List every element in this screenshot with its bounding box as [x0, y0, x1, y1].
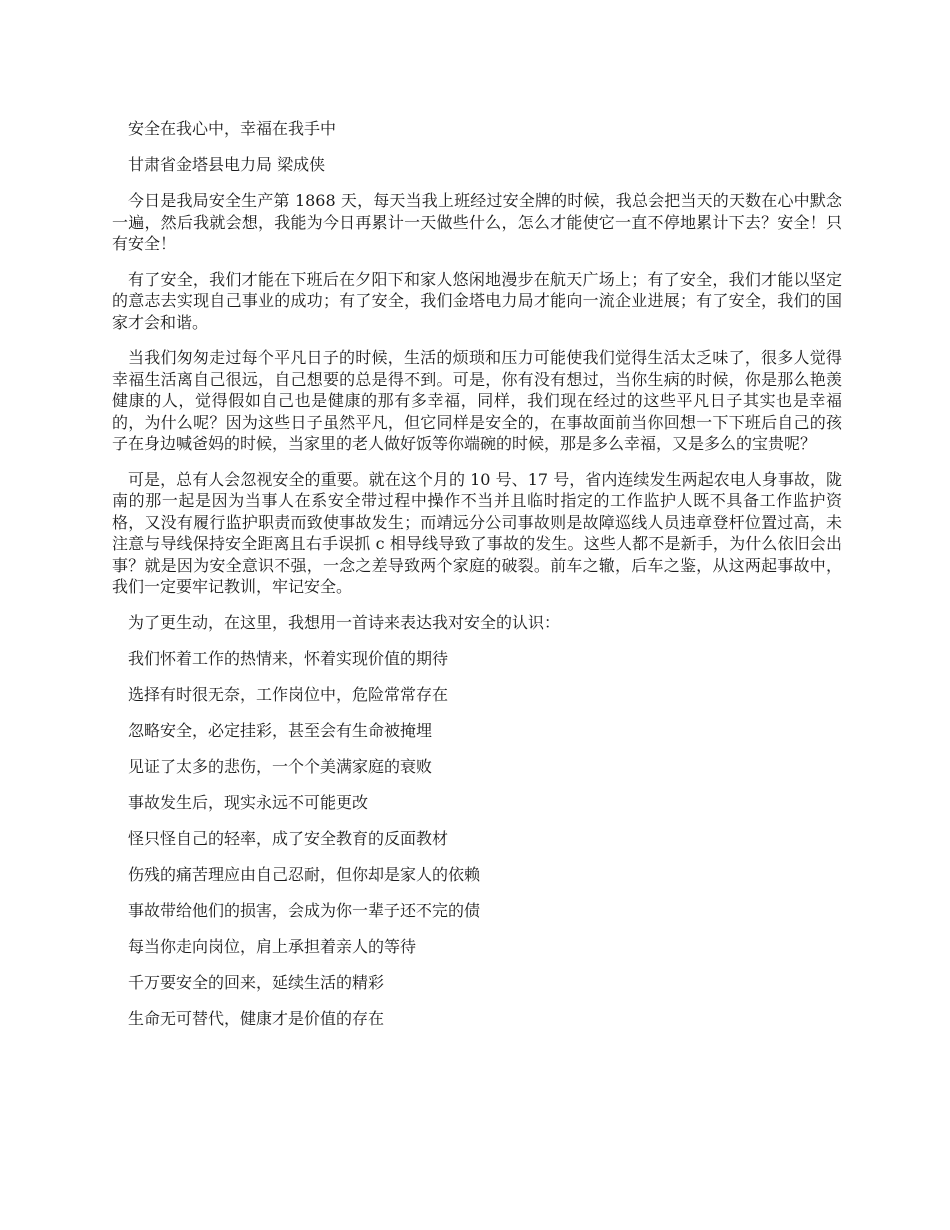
poem-line: 我们怀着工作的热情来，怀着实现价值的期待 [128, 648, 449, 668]
paragraph-4: 可是，总有人会忽视安全的重要。就在这个月的 10 号、17 号，省内连续发生两起农电人身事故，陇南的那一起是因为当事人在系安全带过程中操作不当并且临时指定的工作监护人既不具备工作监护资格，又没有履行监护职责而致使事故发生；而靖远分公司事故则是故障巡线人员违章登杆位置过高，未注意与导线保持安全距离且右手误抓 c 相导线导致了事故的发生。这些人都不是新手，为什么依旧会出事？就是因为安全意识不强，一念之差导致两个家庭的破裂。前车之辙，后车之鉴，从这两起事故中，我们一定要牢记教训，牢记安全。 [112, 469, 842, 596]
paragraph-3: 当我们匆匆走过每个平凡日子的时候，生活的烦琐和压力可能使我们觉得生活太乏味了，很多人觉得幸福生活离自己很远，自己想要的总是得不到。可是，你有没有想过，当你生病的时候，你是那么艳羡健康的人，觉得假如自己也是健康的那有多幸福，同样，我们现在经过的这些平凡日子其实也是幸福的，为什么呢？因为这些日子虽然平凡，但它同样是安全的，在事故面前当你回想一下下班后自己的孩子在身边喊爸妈的时候，当家里的老人做好饭等你端碗的时候，那是多么幸福，又是多么的宝贵呢？ [112, 348, 842, 453]
poem-line: 事故发生后，现实永远不可能更改 [128, 792, 369, 812]
poem-line: 千万要安全的回来，延续生活的精彩 [128, 972, 385, 992]
poem-line: 生命无可替代，健康才是价值的存在 [128, 1008, 385, 1028]
poem-line: 见证了太多的悲伤，一个个美满家庭的衰败 [128, 756, 433, 776]
document-title: 安全在我心中，幸福在我手中 [128, 119, 337, 138]
poem-line: 每当你走向岗位，肩上承担着亲人的等待 [128, 936, 417, 956]
paragraph-2: 有了安全，我们才能在下班后在夕阳下和家人悠闲地漫步在航天广场上；有了安全，我们才能以坚定的意志去实现自己事业的成功；有了安全，我们金塔电力局才能向一流企业进展；有了安全，我们的国家才会和谐。 [112, 269, 842, 332]
poem-line: 事故带给他们的损害，会成为你一辈子还不完的债 [128, 900, 481, 920]
poem-line: 怪只怪自己的轻率，成了安全教育的反面教材 [128, 828, 449, 848]
document-page [112, 118, 842, 1044]
poem-line: 选择有时很无奈，工作岗位中，危险常常存在 [128, 684, 449, 704]
poem-line: 伤残的痛苦理应由自己忍耐，但你却是家人的依赖 [128, 864, 481, 884]
paragraph-5: 为了更生动，在这里，我想用一首诗来表达我对安全的认识： [128, 612, 561, 632]
paragraph-1: 今日是我局安全生产第 1868 天，每天当我上班经过安全牌的时候，我总会把当天的天数在心中默念一遍，然后我就会想，我能为今日再累计一天做些什么，怎么才能使它一直不停地累计下去？安全！只有安全！ [112, 191, 842, 253]
poem-line: 忽略安全，必定挂彩，甚至会有生命被掩埋 [128, 720, 433, 740]
document-author: 甘肃省金塔县电力局 梁成侠 [128, 155, 326, 174]
